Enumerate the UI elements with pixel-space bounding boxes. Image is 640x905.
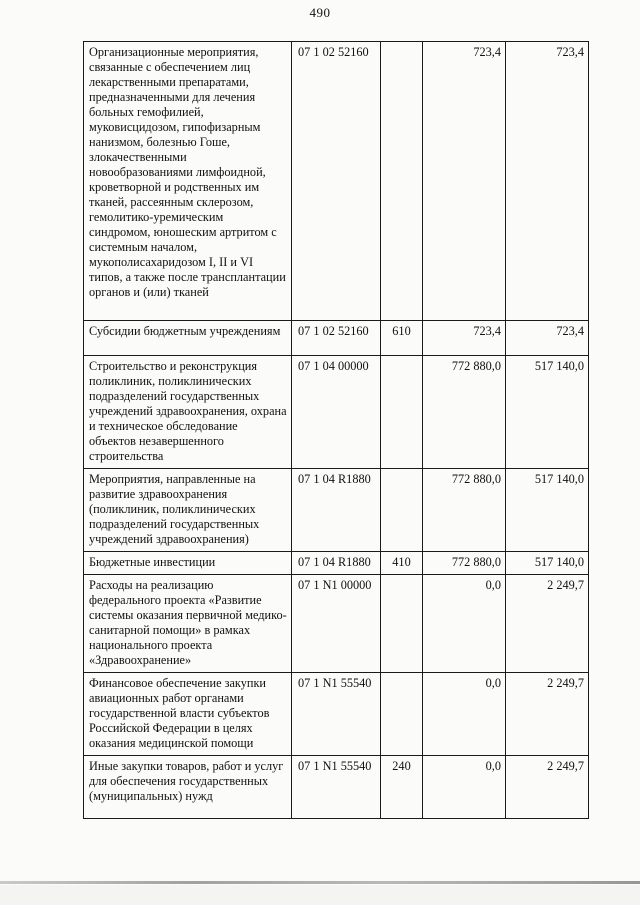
row-target-code: 07 1 N1 55540 <box>292 756 381 819</box>
row-target-code: 07 1 N1 55540 <box>292 673 381 756</box>
row-amount-2: 723,4 <box>506 321 589 356</box>
table-row <box>84 552 589 575</box>
row-amount-1: 772 880,0 <box>423 469 506 552</box>
row-description: Бюджетные инвестиции <box>84 552 292 575</box>
row-target-code: 07 1 02 52160 <box>292 321 381 356</box>
row-amount-1: 0,0 <box>423 575 506 673</box>
row-expense-type <box>381 673 423 756</box>
table-row <box>84 321 589 356</box>
table-row <box>84 673 589 756</box>
row-amount-1: 0,0 <box>423 756 506 819</box>
row-expense-type <box>381 356 423 469</box>
row-description: Расходы на реализацию федерального проекта «Развитие системы оказания первичной медико-санитарной помощи» в рамках национального проекта «Здравоохранение» <box>84 575 292 673</box>
row-amount-1: 0,0 <box>423 673 506 756</box>
table-row <box>84 356 589 469</box>
row-description: Мероприятия, направленные на развитие здравоохранения (поликлиник, поликлинических подразделений государственных учреждений здравоохранения) <box>84 469 292 552</box>
row-amount-2: 517 140,0 <box>506 469 589 552</box>
scan-bottom-margin <box>0 885 640 905</box>
table-row <box>84 469 589 552</box>
row-amount-1: 723,4 <box>423 321 506 356</box>
row-description: Иные закупки товаров, работ и услуг для обеспечения государственных (муниципальных) нужд <box>84 756 292 819</box>
row-amount-2: 723,4 <box>506 42 589 321</box>
row-amount-1: 772 880,0 <box>423 356 506 469</box>
row-amount-2: 517 140,0 <box>506 356 589 469</box>
table-row <box>84 42 589 321</box>
row-amount-2: 2 249,7 <box>506 756 589 819</box>
row-description: Строительство и реконструкция поликлиник, поликлинических подразделений государственных учреждений здравоохранения, охрана и техническое обследование объектов незавершенного строительства <box>84 356 292 469</box>
scan-edge-line <box>0 881 640 884</box>
row-target-code: 07 1 04 R1880 <box>292 469 381 552</box>
row-amount-1: 723,4 <box>423 42 506 321</box>
row-expense-type <box>381 42 423 321</box>
row-amount-2: 517 140,0 <box>506 552 589 575</box>
row-description: Субсидии бюджетным учреждениям <box>84 321 292 356</box>
row-target-code: 07 1 04 R1880 <box>292 552 381 575</box>
row-target-code: 07 1 N1 00000 <box>292 575 381 673</box>
budget-table-body <box>84 42 589 819</box>
table-row <box>84 756 589 819</box>
row-amount-1: 772 880,0 <box>423 552 506 575</box>
table-row <box>84 575 589 673</box>
row-expense-type <box>381 575 423 673</box>
row-expense-type <box>381 469 423 552</box>
row-target-code: 07 1 04 00000 <box>292 356 381 469</box>
row-description: Финансовое обеспечение закупки авиационных работ органами государственной власти субъектов Российской Федерации в целях оказания медицинской помощи <box>84 673 292 756</box>
row-amount-2: 2 249,7 <box>506 673 589 756</box>
row-expense-type: 610 <box>381 321 423 356</box>
budget-table <box>83 41 589 819</box>
row-expense-type: 240 <box>381 756 423 819</box>
row-amount-2: 2 249,7 <box>506 575 589 673</box>
row-description: Организационные мероприятия, связанные с обеспечением лиц лекарственными препаратами, предназначенными для лечения больных гемофилией, муковисцидозом, гипофизарным нанизмом, болезнью Гоше, злокачественными новообразованиями лимфоидной, кроветворной и родственных им тканей, рассеянным склерозом, гемолитико-уремическим синдромом, юношеским артритом с системным началом, мукополисахаридозом I, II и VI типов, а также после трансплантации органов и (или) тканей <box>84 42 292 321</box>
page-number: 490 <box>309 5 331 20</box>
row-expense-type: 410 <box>381 552 423 575</box>
row-target-code: 07 1 02 52160 <box>292 42 381 321</box>
